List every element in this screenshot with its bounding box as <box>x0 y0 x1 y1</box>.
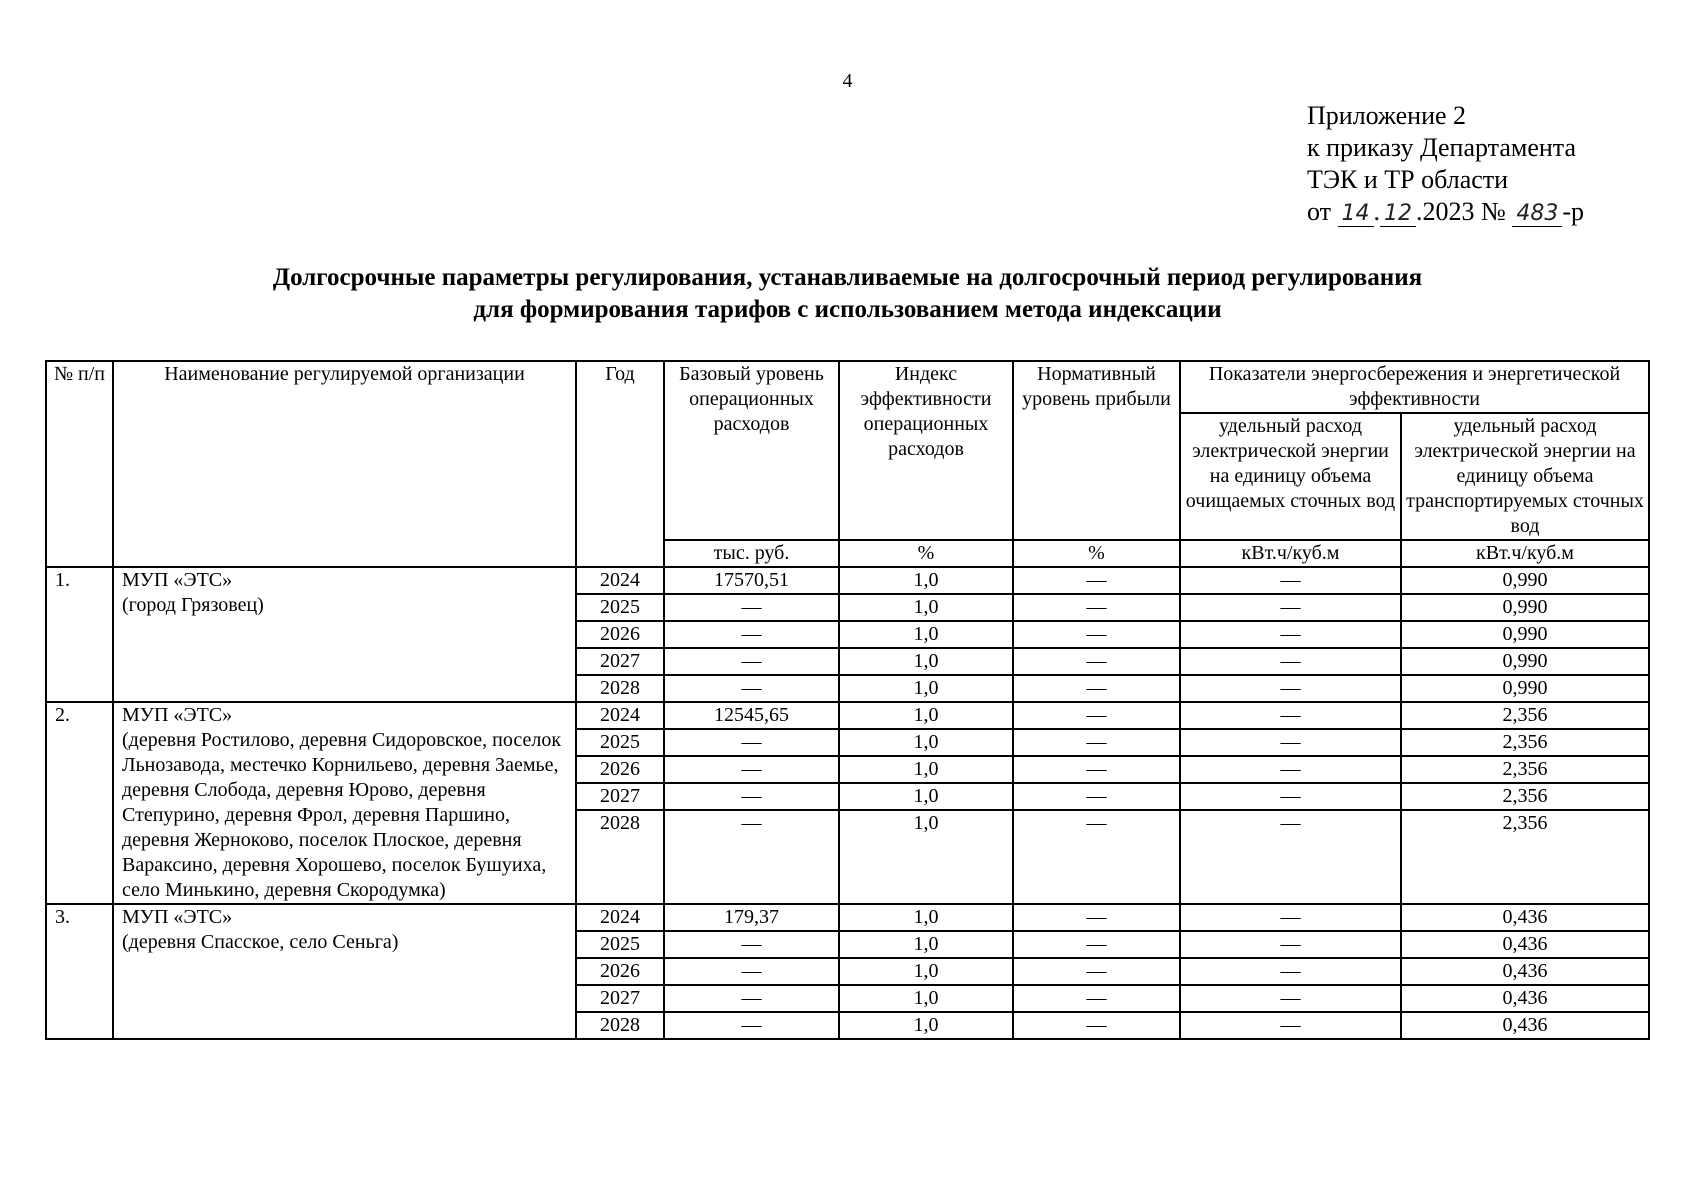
cell-year: 2028 <box>576 810 664 904</box>
cell-base: — <box>664 985 839 1012</box>
cell-base: — <box>664 810 839 904</box>
cell-profit: — <box>1013 594 1180 621</box>
cell-transported: 0,436 <box>1401 904 1649 931</box>
table-body <box>46 567 1649 1039</box>
cell-treated: — <box>1180 702 1401 729</box>
header-profit: Нормативный уровень прибыли <box>1013 361 1180 540</box>
cell-profit: — <box>1013 1012 1180 1039</box>
cell-treated: — <box>1180 756 1401 783</box>
header-org: Наименование регулируемой организации <box>113 361 576 567</box>
cell-year: 2027 <box>576 783 664 810</box>
table-row <box>46 702 1649 729</box>
cell-profit: — <box>1013 931 1180 958</box>
cell-transported: 0,990 <box>1401 675 1649 702</box>
cell-year: 2026 <box>576 621 664 648</box>
group-num: 1. <box>46 567 113 702</box>
cell-index: 1,0 <box>839 1012 1013 1039</box>
handwritten-day: 14 <box>1338 202 1374 227</box>
header-energy-transported: удельный расход электрической энергии на единицу объема транспортируемых сточных вод <box>1401 413 1649 540</box>
page-number: 4 <box>842 70 853 92</box>
table-row <box>46 567 1649 594</box>
cell-profit: — <box>1013 985 1180 1012</box>
cell-treated: — <box>1180 621 1401 648</box>
cell-profit: — <box>1013 904 1180 931</box>
cell-index: 1,0 <box>839 567 1013 594</box>
cell-transported: 0,990 <box>1401 621 1649 648</box>
cell-index: 1,0 <box>839 958 1013 985</box>
group-num: 2. <box>46 702 113 904</box>
cell-index: 1,0 <box>839 783 1013 810</box>
cell-treated: — <box>1180 648 1401 675</box>
header-base: Базовый уровень операционных расходов <box>664 361 839 540</box>
cell-index: 1,0 <box>839 594 1013 621</box>
cell-profit: — <box>1013 648 1180 675</box>
cell-base: — <box>664 675 839 702</box>
org-cell <box>113 904 576 1039</box>
cell-year: 2027 <box>576 985 664 1012</box>
header-energy-group: Показатели энергосбережения и энергетической эффективности <box>1180 361 1649 413</box>
cell-treated: — <box>1180 594 1401 621</box>
cell-base: — <box>664 729 839 756</box>
table-row <box>46 904 1649 931</box>
header-energy-treated: удельный расход электрической энергии на единицу объема очищаемых сточных вод <box>1180 413 1401 540</box>
cell-treated: — <box>1180 1012 1401 1039</box>
cell-year: 2028 <box>576 675 664 702</box>
cell-year: 2025 <box>576 931 664 958</box>
org-location: (деревня Ростилово, деревня Сидоровское, поселок Льнозавода, местечко Корнильево, деревня Заемье, деревня Слобода, деревня Юрово, деревня Степурино, деревня Фрол, деревня Паршино, деревня Жерноково, поселок Плоское, деревня Вараксино, деревня Хорошево, поселок Бушуиха, село Минькино, деревня Скородумка) <box>122 729 562 901</box>
cell-treated: — <box>1180 810 1401 904</box>
appendix-line-2: к приказу Департамента <box>1307 133 1577 162</box>
cell-index: 1,0 <box>839 675 1013 702</box>
cell-base: 17570,51 <box>664 567 839 594</box>
cell-base: — <box>664 958 839 985</box>
header-index: Индекс эффективности операционных расходов <box>839 361 1013 540</box>
handwritten-order-number: 483 <box>1512 202 1562 227</box>
unit-profit: % <box>1013 540 1180 567</box>
cell-treated: — <box>1180 675 1401 702</box>
cell-treated: — <box>1180 783 1401 810</box>
cell-index: 1,0 <box>839 904 1013 931</box>
date-prefix: от <box>1307 197 1332 226</box>
document-title <box>0 262 1695 326</box>
unit-index: % <box>839 540 1013 567</box>
unit-energy-transported: кВт.ч/куб.м <box>1401 540 1649 567</box>
cell-base: — <box>664 1012 839 1039</box>
order-number-suffix: -р <box>1562 197 1585 226</box>
appendix-date-line: от 14 . 12 .2023 № 483 -р <box>1307 197 1585 226</box>
cell-treated: — <box>1180 958 1401 985</box>
cell-base: — <box>664 931 839 958</box>
cell-index: 1,0 <box>839 931 1013 958</box>
cell-year: 2026 <box>576 756 664 783</box>
cell-year: 2024 <box>576 702 664 729</box>
org-cell <box>113 702 576 904</box>
cell-transported: 2,356 <box>1401 756 1649 783</box>
title-line-2: для формирования тарифов с использованием метода индексации <box>473 296 1222 323</box>
cell-profit: — <box>1013 702 1180 729</box>
cell-index: 1,0 <box>839 985 1013 1012</box>
cell-year: 2025 <box>576 594 664 621</box>
org-name: МУП «ЭТС» <box>122 906 233 928</box>
cell-profit: — <box>1013 675 1180 702</box>
header-year: Год <box>576 361 664 567</box>
cell-transported: 2,356 <box>1401 729 1649 756</box>
cell-profit: — <box>1013 621 1180 648</box>
unit-energy-treated: кВт.ч/куб.м <box>1180 540 1401 567</box>
cell-transported: 0,436 <box>1401 958 1649 985</box>
cell-index: 1,0 <box>839 702 1013 729</box>
cell-base: — <box>664 594 839 621</box>
cell-treated: — <box>1180 567 1401 594</box>
org-location: (деревня Спасское, село Сеньга) <box>122 931 399 953</box>
cell-index: 1,0 <box>839 621 1013 648</box>
cell-profit: — <box>1013 810 1180 904</box>
cell-index: 1,0 <box>839 810 1013 904</box>
cell-profit: — <box>1013 729 1180 756</box>
header-num: № п/п <box>46 361 113 567</box>
cell-transported: 2,356 <box>1401 783 1649 810</box>
cell-base: 179,37 <box>664 904 839 931</box>
title-line-1: Долгосрочные параметры регулирования, устанавливаемые на долгосрочный период регулирования <box>272 264 1423 291</box>
group-num: 3. <box>46 904 113 1039</box>
cell-base: — <box>664 783 839 810</box>
cell-base: 12545,65 <box>664 702 839 729</box>
cell-transported: 0,990 <box>1401 594 1649 621</box>
cell-base: — <box>664 621 839 648</box>
cell-treated: — <box>1180 985 1401 1012</box>
date-year-part: .2023 № <box>1416 197 1506 226</box>
cell-profit: — <box>1013 567 1180 594</box>
cell-transported: 0,990 <box>1401 567 1649 594</box>
cell-index: 1,0 <box>839 648 1013 675</box>
cell-profit: — <box>1013 783 1180 810</box>
unit-base: тыс. руб. <box>664 540 839 567</box>
cell-transported: 0,436 <box>1401 931 1649 958</box>
cell-index: 1,0 <box>839 729 1013 756</box>
cell-index: 1,0 <box>839 756 1013 783</box>
cell-treated: — <box>1180 904 1401 931</box>
parameters-table <box>45 360 1650 1040</box>
cell-year: 2025 <box>576 729 664 756</box>
appendix-block <box>1307 100 1584 228</box>
appendix-line-3: ТЭК и ТР области <box>1307 165 1509 194</box>
handwritten-month: 12 <box>1380 202 1416 227</box>
appendix-line-1: Приложение 2 <box>1307 101 1467 130</box>
cell-profit: — <box>1013 958 1180 985</box>
cell-year: 2026 <box>576 958 664 985</box>
cell-treated: — <box>1180 931 1401 958</box>
cell-profit: — <box>1013 756 1180 783</box>
cell-base: — <box>664 756 839 783</box>
cell-year: 2024 <box>576 567 664 594</box>
cell-transported: 0,990 <box>1401 648 1649 675</box>
org-name: МУП «ЭТС» <box>122 704 233 726</box>
cell-base: — <box>664 648 839 675</box>
cell-treated: — <box>1180 729 1401 756</box>
org-location: (город Грязовец) <box>122 594 264 616</box>
cell-year: 2027 <box>576 648 664 675</box>
cell-year: 2028 <box>576 1012 664 1039</box>
cell-transported: 0,436 <box>1401 1012 1649 1039</box>
cell-transported: 2,356 <box>1401 702 1649 729</box>
cell-transported: 2,356 <box>1401 810 1649 904</box>
org-cell <box>113 567 576 702</box>
cell-year: 2024 <box>576 904 664 931</box>
org-name: МУП «ЭТС» <box>122 569 233 591</box>
cell-transported: 0,436 <box>1401 985 1649 1012</box>
